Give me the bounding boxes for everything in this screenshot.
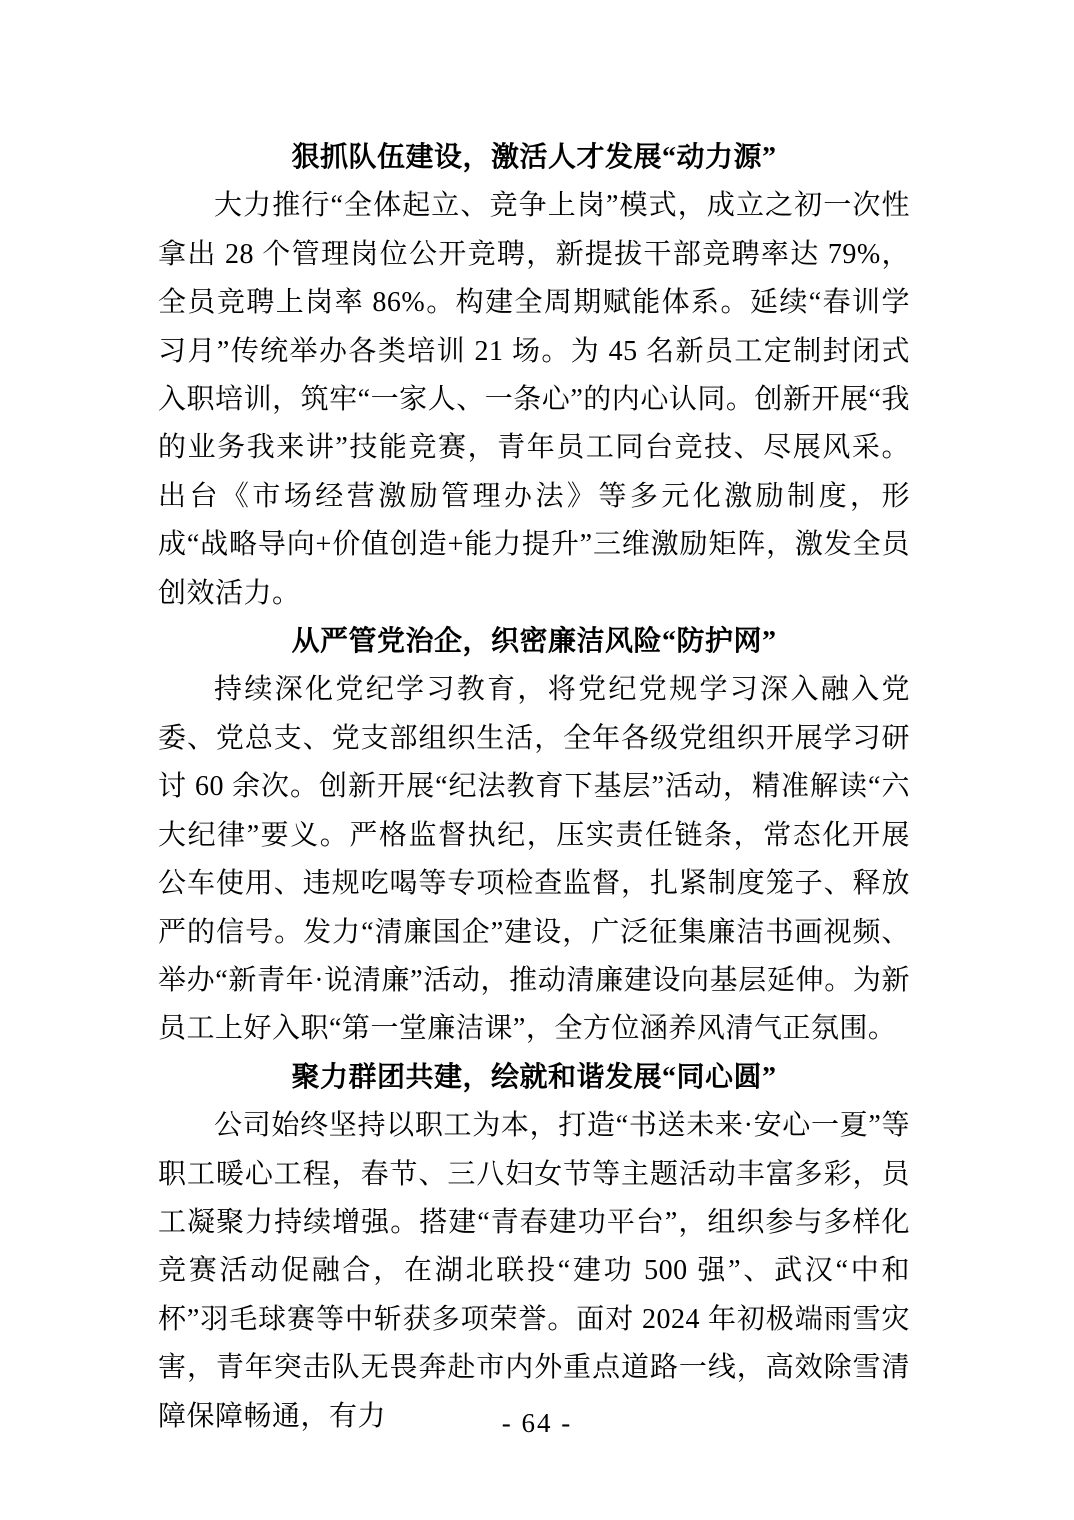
section-paragraph: 公司始终坚持以职工为本，打造“书送未来·安心一夏”等职工暖心工程，春节、三八妇女节等主题活动丰富多彩，员工凝聚力持续增强。搭建“青春建功平台”，组织参与多样化竞赛活动促融合，在湖北联投“建功 500 强”、武汉“中和杯”羽毛球赛等中斩获多项荣誉。面对 2024 年初极端雨雪灾害，青年突击队无畏奔赴市内外重点道路一线，高效除雪清障保障畅通，有力 (158, 1110, 910, 1432)
page-number: - 64 - (501, 1408, 573, 1438)
section-paragraph: 大力推行“全体起立、竞争上岗”模式，成立之初一次性拿出 28 个管理岗位公开竞聘，新提拔干部竞聘率达 79%，全员竞聘上岗率 86%。构建全周期赋能体系。延续“春训学习月”传统举办各类培训 21 场。为 45 名新员工定制封闭式入职培训，筑牢“一家人、一条心”的内心认同。创新开展“我的业务我来讲”技能竞赛，青年员工同台竞技、尽展风采。出台《市场经营激励管理办法》等多元化激励制度，形成“战略导向+价值创造+能力提升”三维激励矩阵，激发全员创效活力。 (158, 190, 910, 609)
section-heading: 从严管党治企，织密廉洁风险“防护网” (291, 626, 777, 658)
section-team-building (158, 134, 910, 618)
document-content (158, 134, 910, 1441)
section-heading: 聚力群团共建，绘就和谐发展“同心圆” (291, 1061, 777, 1093)
section-mass-organizations (158, 1054, 910, 1441)
section-heading: 狠抓队伍建设，激活人才发展“动力源” (291, 142, 777, 173)
section-party-discipline (158, 618, 910, 1054)
section-paragraph: 持续深化党纪学习教育，将党纪党规学习深入融入党委、党总支、党支部组织生活，全年各级党组织开展学习研讨 60 余次。创新开展“纪法教育下基层”活动，精准解读“六大纪律”要义。严格监督执纪，压实责任链条，常态化开展公车使用、违规吃喝等专项检查监督，扎紧制度笼子、释放严的信号。发力“清廉国企”建设，广泛征集廉洁书画视频、举办“新青年·说清廉”活动，推动清廉建设向基层延伸。为新员工上好入职“第一堂廉洁课”，全方位涵养风清气正氛围。 (158, 674, 910, 1045)
